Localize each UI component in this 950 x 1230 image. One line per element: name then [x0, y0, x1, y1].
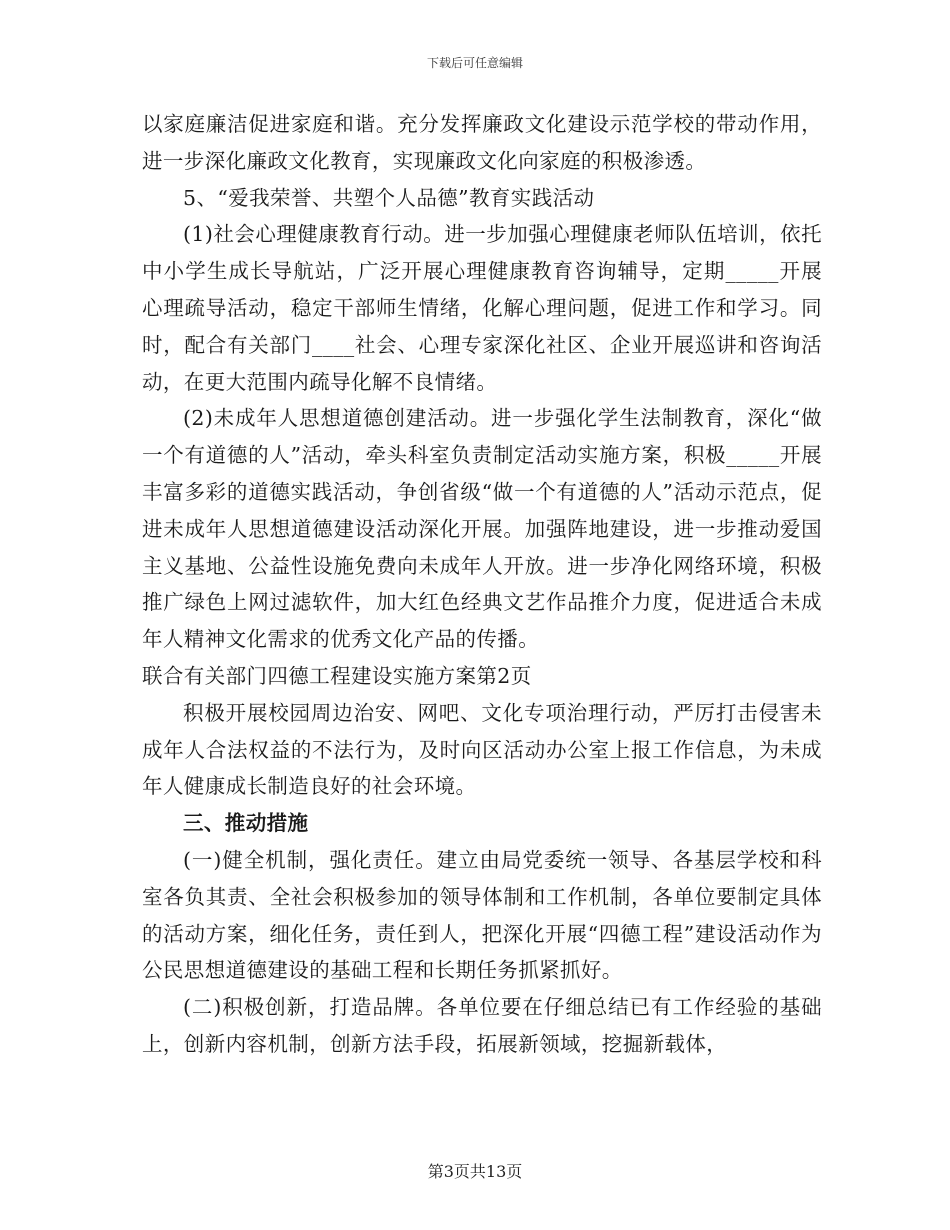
- paragraph-minor-morality: (2)未成年人思想道德创建活动。进一步强化学生法制教育，深化“做一个有道德的人”活动，牵头科室负责制定活动实施方案，积极_____开展丰富多彩的道德实践活动，争创省级“做一个有道德的人”活动示范点，促进未成年人思想道德建设活动深化开展。加强阵地建设，进一步推动爱国主义基地、公益性设施免费向未成年人开放。进一步净化网络环境，积极推广绿色上网过滤软件，加大红色经典文艺作品推介力度，促进适合未成年人精神文化需求的优秀文化产品的传播。: [142, 406, 822, 652]
- paragraph-innovation: (二)积极创新，打造品牌。各单位要在仔细总结已有工作经验的基础上，创新内容机制，创新方法手段，拓展新领域，挖掘新载体，: [142, 995, 822, 1056]
- section-heading-measures: 三、推动措施: [183, 811, 309, 836]
- page-footer: 第3页共13页: [427, 1162, 523, 1181]
- page-header: 下载后可任意编辑: [426, 56, 523, 70]
- section-title-5: 5、“爱我荣誉、共塑个人品德”教育实践活动: [183, 185, 595, 210]
- paragraph-mental-health: (1)社会心理健康教育行动。进一步加强心理健康老师队伍培训，依托中小学生成长导航站，广泛开展心理健康教育咨询辅导，定期_____开展心理疏导活动，稳定干部师生情绪，化解心理问题，促进工作和学习。同时，配合有关部门____社会、心理专家深化社区、企业开展巡讲和咨询活动，在更大范围内疏导化解不良情绪。: [142, 222, 822, 394]
- document-body: [142, 106, 822, 1063]
- paragraph-mechanism: (一)健全机制，强化责任。建立由局党委统一领导、各基层学校和科室各负其责、全社会积极参加的领导体制和工作机制，各单位要制定具体的活动方案，细化任务，责任到人，把深化开展“四德工程”建设活动作为公民思想道德建设的基础工程和长期任务抓紧抓好。: [142, 847, 822, 983]
- paragraph-1: 以家庭廉洁促进家庭和谐。充分发挥廉政文化建设示范学校的带动作用，进一步深化廉政文化教育，实现廉政文化向家庭的积极渗透。: [142, 112, 822, 173]
- page-reference-line: 联合有关部门四德工程建设实施方案第2页: [142, 663, 532, 688]
- paragraph-campus-safety: 积极开展校园周边治安、网吧、文化专项治理行动，严厉打击侵害未成年人合法权益的不法行为，及时向区活动办公室上报工作信息，为未成年人健康成长制造良好的社会环境。: [142, 700, 822, 799]
